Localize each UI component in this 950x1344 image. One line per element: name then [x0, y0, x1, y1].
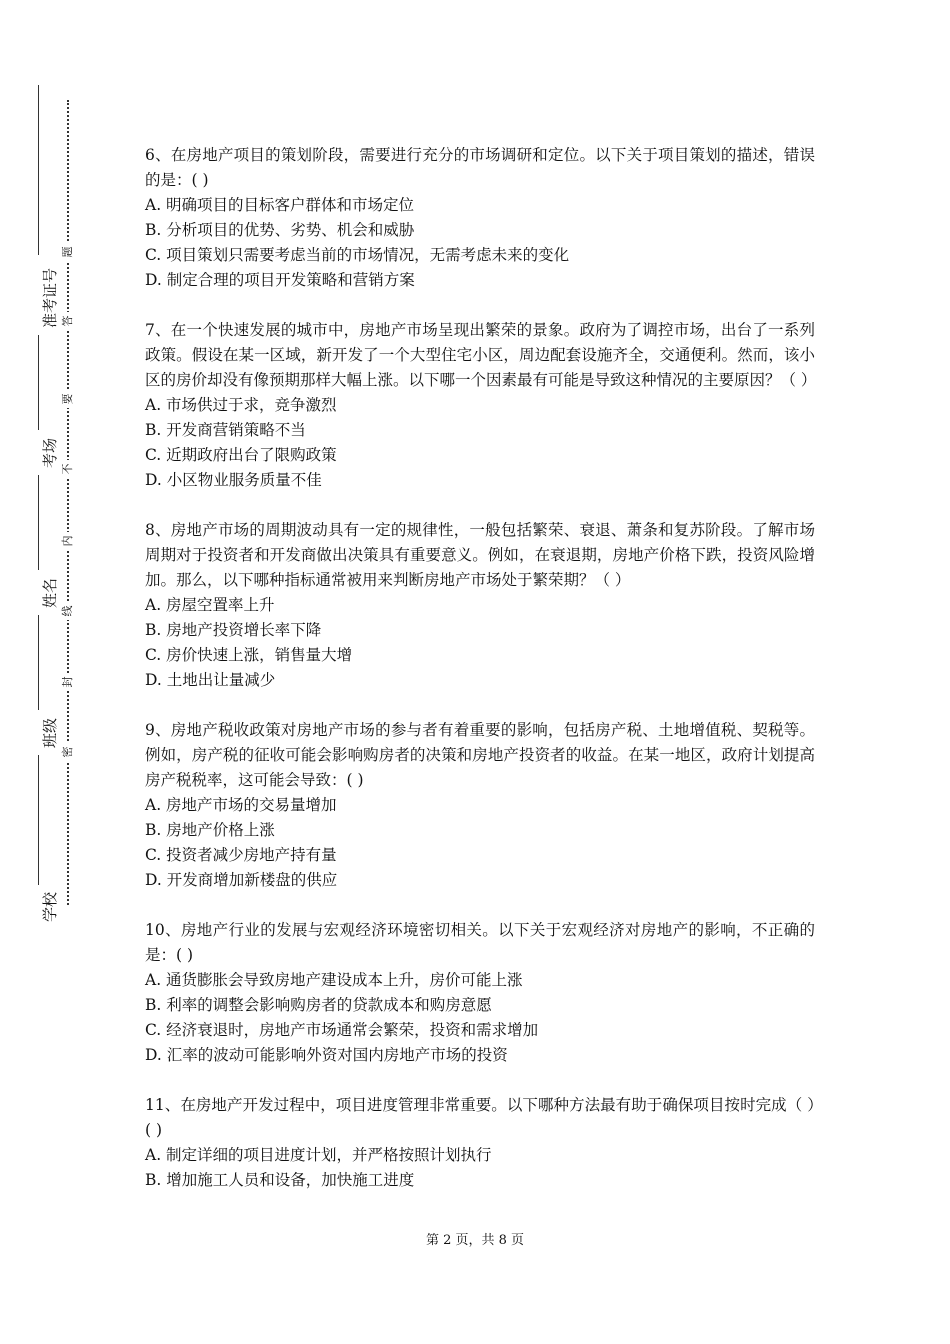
option-b: B. 增加施工人员和设备，加快施工进度 [145, 1171, 415, 1189]
question-text: 8、房地产市场的周期波动具有一定的规律性，一般包括繁荣、衰退、萧条和复苏阶段。了解市场周期对于投资者和开发商做出决策具有重要意义。例如，在衰退期，房地产价格下跌，投资风险增加。那么，以下哪种指标通常被用来判断房地产市场处于繁荣期？（ ） [145, 521, 815, 589]
question-list [145, 143, 815, 1218]
option-a: A. 房地产市场的交易量增加 [145, 796, 337, 814]
question-text: 11、在房地产开发过程中，项目进度管理非常重要。以下哪种方法最有助于确保项目按时完成（ ）( ) [145, 1096, 815, 1139]
seal-char: 不 [59, 460, 77, 478]
option-b: B. 开发商营销策略不当 [145, 421, 306, 439]
option-c: C. 投资者减少房地产持有量 [145, 846, 337, 864]
question-11 [145, 1093, 815, 1193]
option-a: A. 制定详细的项目进度计划，并严格按照计划执行 [145, 1146, 492, 1164]
question-8 [145, 518, 815, 693]
field-line [38, 615, 39, 710]
field-line [38, 335, 39, 430]
question-9 [145, 718, 815, 893]
question-6 [145, 143, 815, 293]
option-c: C. 房价快速上涨，销售量大增 [145, 646, 353, 664]
field-line [38, 85, 39, 255]
option-c: C. 近期政府出台了限购政策 [145, 446, 337, 464]
option-d: D. 制定合理的项目开发策略和营销方案 [145, 271, 415, 289]
option-d: D. 开发商增加新楼盘的供应 [145, 871, 338, 889]
option-c: C. 项目策划只需要考虑当前的市场情况，无需考虑未来的变化 [145, 246, 570, 264]
name-label: 姓名 [41, 578, 59, 609]
seal-dotted-line [67, 100, 69, 905]
option-a: A. 通货膨胀会导致房地产建设成本上升，房价可能上涨 [145, 971, 523, 989]
question-10 [145, 918, 815, 1068]
exam-number-label: 准考证号 [41, 267, 59, 328]
option-d: D. 小区物业服务质量不佳 [145, 471, 322, 489]
option-d: D. 汇率的波动可能影响外资对国内房地产市场的投资 [145, 1046, 508, 1064]
seal-char: 要 [59, 390, 77, 408]
option-b: B. 房地产价格上涨 [145, 821, 275, 839]
field-line [38, 475, 39, 570]
option-b: B. 房地产投资增长率下降 [145, 621, 322, 639]
option-b: B. 分析项目的优势、劣势、机会和威胁 [145, 221, 415, 239]
seal-char: 线 [59, 602, 77, 620]
option-a: A. 房屋空置率上升 [145, 596, 275, 614]
option-a: A. 市场供过于求，竞争激烈 [145, 396, 337, 414]
question-text: 9、房地产税收政策对房地产市场的参与者有着重要的影响，包括房产税、土地增值税、契税等。例如，房产税的征收可能会影响购房者的决策和房地产投资者的收益。在某一地区，政府计划提高房产税税率，这可能会导致：( ) [145, 721, 815, 789]
seal-char: 密 [59, 743, 77, 761]
seal-char: 题 [59, 243, 77, 261]
class-label: 班级 [41, 718, 59, 749]
question-text: 10、房地产行业的发展与宏观经济环境密切相关。以下关于宏观经济对房地产的影响，不正确的是：( ) [145, 921, 815, 964]
option-a: A. 明确项目的目标客户群体和市场定位 [145, 196, 415, 214]
seal-char: 封 [59, 673, 77, 691]
question-7 [145, 318, 815, 493]
option-d: D. 土地出让量减少 [145, 671, 276, 689]
seal-char: 答 [59, 312, 77, 330]
page-number: 第 2 页，共 8 页 [425, 1233, 525, 1248]
school-label: 学校 [41, 892, 59, 923]
question-text: 7、在一个快速发展的城市中，房地产市场呈现出繁荣的景象。政府为了调控市场，出台了一系列政策。假设在某一区域，新开发了一个大型住宅小区，周边配套设施齐全，交通便利。然而，该小区的房价却没有像预期那样大幅上涨。以下哪一个因素最有可能是导致这种情况的主要原因？（ ） [145, 321, 817, 389]
option-b: B. 利率的调整会影响购房者的贷款成本和购房意愿 [145, 996, 492, 1014]
field-line [38, 755, 39, 885]
binding-margin [0, 0, 100, 1344]
option-c: C. 经济衰退时，房地产市场通常会繁荣，投资和需求增加 [145, 1021, 539, 1039]
exam-room-label: 考场 [41, 438, 59, 469]
seal-char: 内 [59, 532, 77, 550]
question-text: 6、在房地产项目的策划阶段，需要进行充分的市场调研和定位。以下关于项目策划的描述，错误的是：( ) [145, 146, 815, 189]
